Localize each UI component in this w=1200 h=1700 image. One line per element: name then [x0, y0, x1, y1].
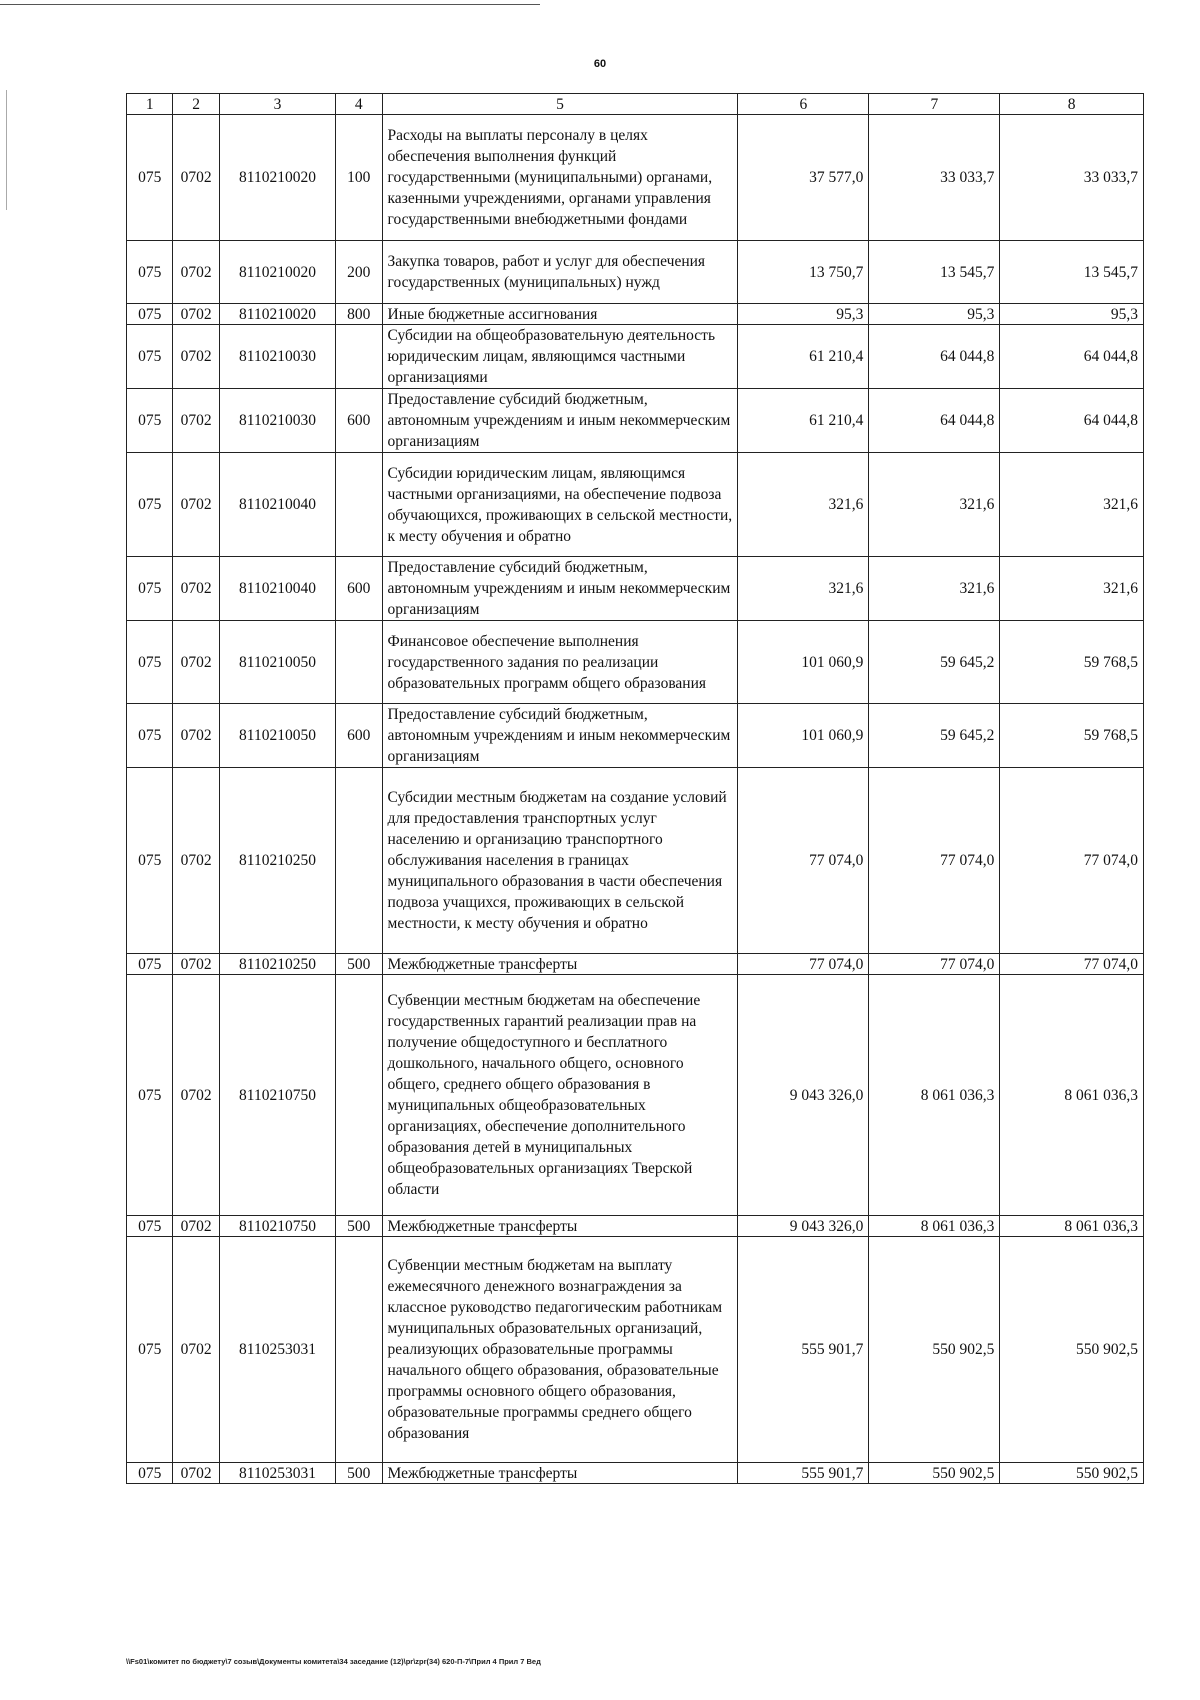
- row-amount: 59 768,5: [1000, 704, 1144, 768]
- row-description: Предоставление субсидий бюджетным, автономным учреждениям и иным некоммерческим организациям: [382, 389, 738, 453]
- table-header-row: [127, 94, 1144, 115]
- row-code: 0702: [173, 241, 219, 304]
- row-code: 8110210040: [219, 453, 335, 557]
- row-description: Межбюджетные трансферты: [382, 1463, 738, 1484]
- row-amount: 321,6: [869, 557, 1000, 621]
- row-description: Предоставление субсидий бюджетным, автономным учреждениям и иным некоммерческим организациям: [382, 557, 738, 621]
- row-code: 100: [336, 115, 382, 241]
- table-row: [127, 954, 1144, 975]
- table-row: [127, 389, 1144, 453]
- column-header: 6: [738, 94, 869, 115]
- row-description: Межбюджетные трансферты: [382, 1216, 738, 1237]
- scan-edge-left: [6, 90, 7, 210]
- table-row: [127, 975, 1144, 1216]
- row-code: 0702: [173, 389, 219, 453]
- row-code: 075: [127, 115, 173, 241]
- row-amount: 8 061 036,3: [1000, 1216, 1144, 1237]
- row-amount: 33 033,7: [869, 115, 1000, 241]
- table-row: [127, 557, 1144, 621]
- row-code: 500: [336, 1216, 382, 1237]
- row-code: 0702: [173, 453, 219, 557]
- row-amount: 555 901,7: [738, 1237, 869, 1463]
- row-amount: 95,3: [869, 304, 1000, 325]
- row-code: 075: [127, 954, 173, 975]
- row-code: 8110210250: [219, 768, 335, 954]
- table-row: [127, 241, 1144, 304]
- footer-file-path: \\Fs01\комитет по бюджету\7 созыв\Документы комитета\34 заседание (12)\pr\zpr(34) 620-П-7\Прил 4 Прил 7 Вед: [126, 1657, 541, 1666]
- row-code: 0702: [173, 325, 219, 389]
- row-code: 8110210030: [219, 325, 335, 389]
- row-code: 075: [127, 241, 173, 304]
- row-code: 075: [127, 621, 173, 704]
- row-code: 0702: [173, 1463, 219, 1484]
- table-row: [127, 1237, 1144, 1463]
- row-amount: 61 210,4: [738, 389, 869, 453]
- row-code: [336, 453, 382, 557]
- row-code: 0702: [173, 115, 219, 241]
- column-header: 2: [173, 94, 219, 115]
- row-code: 8110253031: [219, 1237, 335, 1463]
- row-amount: 101 060,9: [738, 621, 869, 704]
- row-code: [336, 325, 382, 389]
- row-description: Иные бюджетные ассигнования: [382, 304, 738, 325]
- row-code: 0702: [173, 621, 219, 704]
- row-code: 8110210040: [219, 557, 335, 621]
- row-amount: 8 061 036,3: [869, 1216, 1000, 1237]
- row-amount: 59 645,2: [869, 704, 1000, 768]
- row-description: Финансовое обеспечение выполнения государственного задания по реализации образовательных программ общего образования: [382, 621, 738, 704]
- row-amount: 13 545,7: [869, 241, 1000, 304]
- row-code: 600: [336, 557, 382, 621]
- page-number: 60: [593, 58, 607, 70]
- row-code: 0702: [173, 557, 219, 621]
- row-code: 0702: [173, 304, 219, 325]
- row-amount: 555 901,7: [738, 1463, 869, 1484]
- row-code: 075: [127, 704, 173, 768]
- row-amount: 550 902,5: [869, 1463, 1000, 1484]
- row-description: Субсидии на общеобразовательную деятельность юридическим лицам, являющимся частными организациями: [382, 325, 738, 389]
- row-description: Предоставление субсидий бюджетным, автономным учреждениям и иным некоммерческим организациям: [382, 704, 738, 768]
- row-amount: 77 074,0: [869, 954, 1000, 975]
- row-code: 800: [336, 304, 382, 325]
- row-amount: 77 074,0: [869, 768, 1000, 954]
- row-code: 075: [127, 1463, 173, 1484]
- table-row: [127, 453, 1144, 557]
- row-code: 0702: [173, 1216, 219, 1237]
- column-header: 4: [336, 94, 382, 115]
- row-amount: 321,6: [738, 557, 869, 621]
- row-code: 075: [127, 453, 173, 557]
- row-description: Субвенции местным бюджетам на обеспечение государственных гарантий реализации прав на получение общедоступного и бесплатного дошкольного, начального общего, основного общего, среднего общего образования в муниципальных общеобразовательных организациях, обеспечение дополнительного образования детей в муниципальных общеобразовательных организациях Тверской области: [382, 975, 738, 1216]
- row-amount: 13 545,7: [1000, 241, 1144, 304]
- row-description: Субвенции местным бюджетам на выплату ежемесячного денежного вознаграждения за классное руководство педагогическим работникам муниципальных образовательных организаций, реализующих образовательные программы начального общего образования, образовательные программы основного общего образования, образовательные программы среднего общего образования: [382, 1237, 738, 1463]
- row-amount: 77 074,0: [738, 954, 869, 975]
- row-amount: 550 902,5: [1000, 1463, 1144, 1484]
- row-amount: 8 061 036,3: [869, 975, 1000, 1216]
- table-row: [127, 768, 1144, 954]
- column-header: 5: [382, 94, 738, 115]
- table-row: [127, 621, 1144, 704]
- row-code: 8110210030: [219, 389, 335, 453]
- row-code: 8110210020: [219, 115, 335, 241]
- row-code: 075: [127, 768, 173, 954]
- row-code: 0702: [173, 704, 219, 768]
- row-code: 200: [336, 241, 382, 304]
- table-row: [127, 1216, 1144, 1237]
- row-code: 075: [127, 325, 173, 389]
- row-amount: 13 750,7: [738, 241, 869, 304]
- row-amount: 321,6: [738, 453, 869, 557]
- scan-edge-top: [0, 4, 540, 5]
- row-amount: 33 033,7: [1000, 115, 1144, 241]
- row-code: 500: [336, 1463, 382, 1484]
- row-amount: 37 577,0: [738, 115, 869, 241]
- row-code: 8110253031: [219, 1463, 335, 1484]
- table-row: [127, 325, 1144, 389]
- row-code: 075: [127, 304, 173, 325]
- row-code: 075: [127, 389, 173, 453]
- row-code: 8110210020: [219, 304, 335, 325]
- row-code: 075: [127, 557, 173, 621]
- row-code: [336, 621, 382, 704]
- row-amount: 95,3: [1000, 304, 1144, 325]
- row-code: [336, 768, 382, 954]
- row-code: [336, 1237, 382, 1463]
- row-description: Межбюджетные трансферты: [382, 954, 738, 975]
- row-amount: 8 061 036,3: [1000, 975, 1144, 1216]
- row-code: 600: [336, 389, 382, 453]
- row-amount: 77 074,0: [738, 768, 869, 954]
- row-code: 0702: [173, 954, 219, 975]
- column-header: 7: [869, 94, 1000, 115]
- row-code: 075: [127, 1237, 173, 1463]
- row-amount: 59 768,5: [1000, 621, 1144, 704]
- row-amount: 550 902,5: [1000, 1237, 1144, 1463]
- column-header: 8: [1000, 94, 1144, 115]
- row-code: 8110210250: [219, 954, 335, 975]
- table-row: [127, 304, 1144, 325]
- row-amount: 77 074,0: [1000, 954, 1144, 975]
- row-code: 8110210050: [219, 704, 335, 768]
- row-amount: 64 044,8: [869, 389, 1000, 453]
- column-header: 3: [219, 94, 335, 115]
- row-amount: 64 044,8: [869, 325, 1000, 389]
- row-description: Закупка товаров, работ и услуг для обеспечения государственных (муниципальных) нужд: [382, 241, 738, 304]
- table-row: [127, 704, 1144, 768]
- row-amount: 321,6: [1000, 557, 1144, 621]
- row-code: 0702: [173, 1237, 219, 1463]
- row-amount: 321,6: [1000, 453, 1144, 557]
- table-row: [127, 1463, 1144, 1484]
- row-description: Субсидии юридическим лицам, являющимся частными организациями, на обеспечение подвоза обучающихся, проживающих в сельской местности, к месту обучения и обратно: [382, 453, 738, 557]
- row-code: 0702: [173, 768, 219, 954]
- row-amount: 61 210,4: [738, 325, 869, 389]
- row-amount: 9 043 326,0: [738, 1216, 869, 1237]
- row-code: 600: [336, 704, 382, 768]
- row-amount: 550 902,5: [869, 1237, 1000, 1463]
- row-description: Субсидии местным бюджетам на создание условий для предоставления транспортных услуг населению и организацию транспортного обслуживания населения в границах муниципального образования в части обеспечения подвоза учащихся, проживающих в сельской местности, к месту обучения и обратно: [382, 768, 738, 954]
- row-amount: 321,6: [869, 453, 1000, 557]
- row-amount: 101 060,9: [738, 704, 869, 768]
- row-code: 075: [127, 1216, 173, 1237]
- row-amount: 9 043 326,0: [738, 975, 869, 1216]
- row-code: [336, 975, 382, 1216]
- row-amount: 64 044,8: [1000, 389, 1144, 453]
- row-amount: 95,3: [738, 304, 869, 325]
- row-code: 500: [336, 954, 382, 975]
- row-code: 8110210050: [219, 621, 335, 704]
- row-code: 8110210020: [219, 241, 335, 304]
- row-code: 8110210750: [219, 975, 335, 1216]
- row-code: 075: [127, 975, 173, 1216]
- table-row: [127, 115, 1144, 241]
- row-amount: 59 645,2: [869, 621, 1000, 704]
- column-header: 1: [127, 94, 173, 115]
- row-code: 8110210750: [219, 1216, 335, 1237]
- budget-table: [126, 93, 1144, 1484]
- row-amount: 77 074,0: [1000, 768, 1144, 954]
- row-amount: 64 044,8: [1000, 325, 1144, 389]
- row-code: 0702: [173, 975, 219, 1216]
- row-description: Расходы на выплаты персоналу в целях обеспечения выполнения функций государственными (муниципальными) органами, казенными учреждениями, органами управления государственными внебюджетными фондами: [382, 115, 738, 241]
